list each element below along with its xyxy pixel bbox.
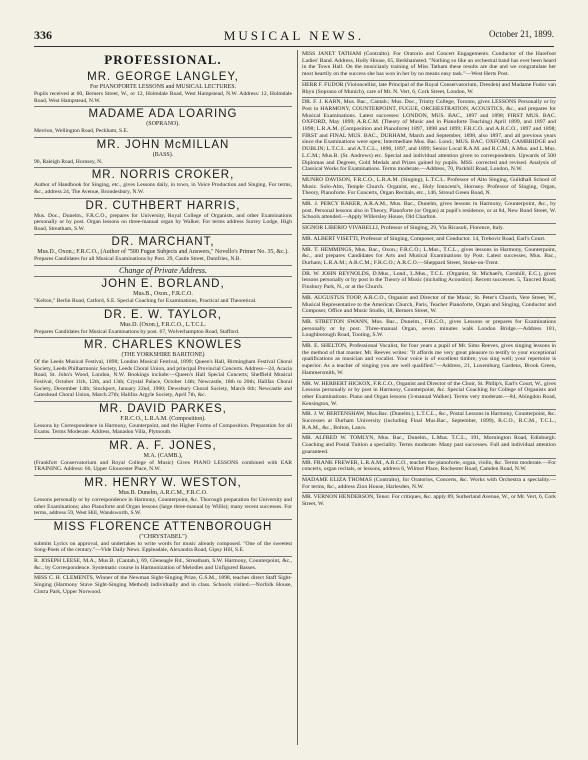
advertiser-name: MADAME ADA LOARING: [88, 108, 238, 121]
advertiser-name: DR. MARCHANT,: [111, 236, 215, 249]
left-column: [34, 50, 292, 750]
classified-ad: MR. FRANK FREWER, L.R.A.M., A.R.C.O., teaches the pianoforte, organ, violin, &c. Terms moderate.—For concerts, organ recitals, or lessons, address 6, Wilmot Place, Rochester Road, Camden Road, N.W.: [302, 459, 556, 476]
advertiser-qualification: (SOPRANO).: [146, 121, 180, 128]
classified-ad: MR. T. HEMMINGS, Mus. Bac., Oxon.; F.R.C.O.; L.Mus., T.C.L., gives lessons in Harmony, Counterpoint, &c., and prepares Candidates for Arts and Musical Examinations by Post. Latest successes, Mus. Bac., Durham; L.R.A.M.; A.R.C.M.; F.R.C.O.; A.R.C.O.—Sheppard Street, Stoke-on-Trent.: [302, 246, 556, 270]
advertiser-details: Mus. Doc., Dunelm., F.R.C.O., prepares for University, Royal College of Organists, and other Examinations personally or by post. Organ lessons on three-manual organ by Walker. For terms address Surrey Lodge, High Road, Streatham, S.W.: [34, 212, 292, 232]
advertiser-details: Pupils received at 60, Berners Street, W., or 12, Holmdale Road, West Hampstead, N.W. Address: 12, Holmdale Road, West Hampstead, N.W.: [34, 91, 292, 104]
classified-ad: DR. F. J. KARN, Mus. Bac., Cantab.; Mus. Doc., Trinity College, Toronto, gives LESSONS Personally or by Post in HARMONY, COUNTERPOINT, FUGUE, ORCHESTRATION, ACOUSTICS, &c., and prepares for Musical Examinations. Latest successes: LONDON, MUS. BAC., 1897 and 1898; FIRST MUS. BAC. OXFORD, May 1899; A.R.C.M. (Theory of Music and in Pianoforte Teaching) April 1899, and 1897 and 1898; L.R.A.M. (Composition and Pianoforte) 1897, 1898 and 1899; F.R.C.O. and A.R.C.O., 1897 and 1898; FIRST and FINAL MUS. BAC., DURHAM, March and September, 1898, also 1897, and all previous years since the Examinations were open; Intermediate Mus. Bac. Lond.; MUS. BAC. OXFORD, CAMBRIDGE and DUBLIN; L.T.C.L. and A.T.C.L., 1896, 1897, and 1899; Senior Local R.A.M. and R.C.M.; A.Mus. and L.Mus. L.C.M.; Mus.B. (St. Andrews) etc. Special and individual attention given to correspondents. Upwards of 500 Diplomas and Degrees, Gold Medals and Prizes gained by pupils. MSS. corrected and revised. Analysis of Classical Works for Examinations. Terms moderate.—Address, 70, Parkhill Road, London, N.W.: [302, 98, 556, 176]
classified-ad: SIGNOR LIBERIO VIVARELLI, Professor of Singing, 29, Via Ricasoli, Florence, Italy.: [302, 224, 556, 235]
professional-card: [34, 476, 292, 520]
classified-ad: R. JOSEPH LEESE, M.A., Mus.B. (Cantab.), 69, Gleneagle Rd., Streatham, S.W. Harmony, Counterpoint, &c., &c., by Correspondence. Systematic course in Harmonization of Melodies and Unfigured Basses.: [34, 557, 292, 574]
classified-ad: MR. ALBERT VISETTI, Professor of Singing, Composer, and Conductor. 14, Trebovir Road, Earl's Court.: [302, 235, 556, 246]
classified-ad: MR. W. HERBERT HICKOX, F.R.C.O., Organist and Director of the Choir, St. Philip's, Earl's Court, W., gives Lessons personally or by post in Harmony, Counterpoint, &c. Special Coaching for College of Organists and other Examinations. Piano and Organ lessons (3-manual Walker). Terms very moderate.—84, Abingdon Road, Kensington, W.: [302, 380, 556, 411]
professional-card: [34, 402, 292, 439]
classified-ad: MR. J. W. BERTENSHAW, Mus.Bac. (Dunelm.), L.T.C.L., &c., Postal Lessons in Harmony, Counterpoint, &c. Successes at Durham University (including Final Mus.Bac., September, 1899), R.C.O., R.C.M., T.C.L., R.A.M., &c., Bolton, Lancs.: [302, 410, 556, 434]
advertiser-details: Author of Handbook for Singing, etc., gives Lessons daily, in town, in Voice Production and Singing. For terms, &c., address 24, The Avenue, Brondesbury, N.W.: [34, 182, 292, 195]
advertiser-name: MISS FLORENCE ATTENBOROUGH: [53, 520, 273, 533]
left-ads-list: [34, 70, 292, 598]
classified-ad: DR. W. JOHN REYNOLDS, D.Mus., Lond., L.Mus., T.C.L. (Organist, St. Michael's, Cornhill, E.C.), gives lessons personally or by post in the Theory of Music (including Acoustics). Recent successes. 5, Tancred Road, Finsbury Park, N., or at the Church.: [302, 270, 556, 294]
advertiser-name: DR. CUTHBERT HARRIS,: [85, 199, 241, 212]
column-divider: [297, 50, 298, 745]
advertiser-qualification: M.A. (CAMB.),: [143, 452, 183, 459]
professional-card: [34, 107, 292, 138]
publication-title: MUSICAL NEWS.: [223, 28, 365, 43]
advertiser-details: Lessons by Correspondence in Harmony, Counterpoint, and the Higher Forms of Composition. Preparation for all Exams. Terms Moderate. Address, Manadon Villa, Plymouth.: [34, 422, 292, 436]
page-number: 336: [34, 28, 52, 42]
advertiser-qualification: F.R.C.O., L.R.A.M. (Composition).: [120, 415, 206, 422]
advertiser-qualification: (BASS).: [152, 151, 174, 158]
notice-banner: Change of Private Address.: [34, 266, 292, 277]
classified-ad: MR. ALFRED W. TOMLYN, Mus. Bac., Dunelm., L.Mus. T.C.L., 191, Mornington Road, Edinburgh. Coaching and Postal Tuition a speciality. Terms moderate. Many past successes. Full and individual attention guaranteed.: [302, 434, 556, 458]
classified-ad: MR. J. PERCY BAKER, A.R.A.M., Mus. Bac., Dunelm, gives lessons in Harmony, Counterpoint, &c., by post. Personal lessons also in Theory, Pianoforte (or Organ) at pupil's residence, or at 84, New Bond Street, W. Schools attended.—Apply Willersley House, Old Charlton.: [302, 200, 556, 224]
advertiser-details: Lessons personally or by correspondence in Harmony, Counterpoint, &c. Thorough preparation for University and other Examinations; also Pianoforte and Organ lessons (large three-manual by Willis); many recent successes. For terms, address 59, West Hill, Wandsworth, S.W.: [34, 497, 292, 517]
classified-ad: MISS C. H. CLEMENTS, Winner of the Newman Sight-Singing Prize, G.S.M., 1898, teaches direct Staff Sight-Singing (Harmony Stave Sight-Singing Method) individually and in class. Schools visited.—Norfolk House, Cintra Park, Upper Norwood.: [34, 575, 292, 595]
advertiser-qualification: Mus.B. Dunelm, A.R.C.M., F.R.C.O.: [118, 490, 208, 497]
classified-ad: MADAME ELIZA THOMAS (Contralto), for Oratorios, Concerts, &c. Works with Orchestra a speciality.—For terms, &c., address Zion House, Harlesden, N.W.: [302, 476, 556, 493]
advertiser-qualification: Mus.B., Oxon., F.R.C.O.: [133, 290, 193, 297]
advertiser-qualification: Mus.D., Oxon.; F.R.C.O., (Author of "500 Fugue Subjects and Answers," Novello's Primer No. 35, &c.).: [37, 249, 289, 256]
classified-ad: MR. VERNON HENDERSON, Tenor. For critiques, &c. apply 89, Sutherland Avenue, W., or Mr. Vert, 6, Cork Street, W.: [302, 494, 556, 508]
advertiser-details: Of the Leeds Musical Festival, 1898; London Musical Festival, 1899; Queen's Hall, Birmingham Festival Choral Society, Leeds Philharmonic Society, Leeds Choral Union, and principal Provincial Concerts. Address—24, Acacia Road, St. John's Wood, London, N.W. Bookings include:—Queen's Hall Special Concerts; Sheffield Musical Festival, October 11th, 12th, and 13th; Crystal Palace, October 14th; Newcastle, 18th to 20th; Halifax Choral Society, December 14th; Stockport, January 22nd, 1900; Dewsbury Choral Society, March 6th; Newcastle and Gateshead Choral Union, March 27th; Halifax Argyle Society, April 7th, &c.: [34, 359, 292, 399]
advertiser-name: MR. JOHN McMILLAN: [96, 138, 230, 151]
advertiser-name: MR. A. F. JONES,: [109, 439, 217, 452]
advertiser-details: Prepares Candidates for Musical Examinations by post. 67, Wolverhampton Road, Stafford.: [34, 328, 240, 335]
header-rule: [34, 46, 554, 47]
advertiser-name: MR. NORRIS CROKER,: [91, 169, 235, 182]
professional-card: [34, 138, 292, 169]
professional-card: [34, 199, 292, 236]
classified-ad: MISS JANET TATHAM (Contralto). For Oratorio and Concert Engagements. Conductor of the Harefoot Ladies' Band. Address, Holly House, 65, Berkhamsted. "Nothing so like an orchestral band has ever been heard in the Town Hall. On the musicianly training of Miss Tatham these results are due and we congratulate her most heartily on the success she has won in her by no means easy task."—West Herts Post.: [302, 50, 556, 81]
professional-card: [34, 168, 292, 198]
advertiser-qualification: Mus.D. (Oxon.), F.R.C.O., L.T.C.L.: [119, 321, 207, 328]
advertiser-details: "Kelton," Berlin Road, Catford, S.E. Special Coaching for Examinations, Practical and Theoretical.: [34, 297, 257, 304]
advertiser-name: MR. CHARLES KNOWLES: [83, 339, 243, 352]
professional-card: [34, 338, 292, 402]
classified-ad: MUNRO DAVISON, F.R.C.O., L.R.A.M. (Singing), L.T.C.L. Professor of Alto Singing, Guildhall School of Music. Solo-Alto, Temple Church. Organist, etc., Holy Innocent's, Hornsey. Professor of Singing, Organ, Theory, Pianoforte. For Concerts, Organ Recitals, etc., 146, Stroud Green Road, N.: [302, 176, 556, 200]
advertiser-details: 90, Raleigh Road, Hornsey, N.: [34, 158, 103, 165]
running-header: [34, 28, 554, 44]
advertiser-qualification: (THE YORKSHIRE BARITONE): [121, 352, 205, 359]
professional-card: [34, 439, 292, 476]
section-title: PROFESSIONAL.: [104, 52, 222, 67]
advertiser-details: submits Lyrics on approval, and undertakes to write words for music already composed. "One of the sweetest Song-Poets of the century."—Vide Daily News. Eppleadale, Alexandra Road, Gipsy Hill, S.E.: [34, 540, 292, 554]
advertiser-name: MR. DAVID PARKES,: [99, 402, 227, 415]
classified-ad: MR. E. SHELTON, Professional Vocalist, for four years a pupil of Mr. Sims Reeves, gives singing lessons in the method of that master. Mr. Reeves writes: "It affords me very great pleasure to testify to your exceptional qualifications as musician and vocalist. Your voice is of excellent timbre; you sing well; your repertoire is superior. As a teacher of singing you are well qualified."—Address, 21, Luxemburg Gardens, Brook Green, Hammersmith, W.: [302, 342, 556, 380]
issue-date: October 21, 1899.: [489, 29, 554, 39]
advertiser-qualification: ("CHRYSTABEL"): [139, 533, 187, 540]
advertiser-qualification: For PIANOFORTE LESSONS and MUSICAL LECTURES.: [89, 84, 237, 90]
classified-ad: MR. AUGUSTUS TOOP, A.R.C.O., Organist and Director of the Music, St. Peter's Church, Vere Street, W., Musical Representative to the American Church, Paris, Teacher Pianoforte, Organ and Singing, Conductor and Composer, Office and Music Studio, 18, Berners Street, W.: [302, 294, 556, 318]
professional-card: [34, 308, 292, 339]
right-column: [302, 50, 556, 750]
advertiser-details: Merrion, Wellington Road, Peckham, S.E.: [34, 128, 129, 135]
professional-card: [34, 70, 292, 107]
professional-card: [34, 520, 292, 557]
advertiser-name: DR. E. W. TAYLOR,: [104, 308, 222, 321]
professional-card: [34, 235, 292, 266]
classified-ad: MR. STRETTON SWANN, Mus. Bac., Dunelm., F.R.C.O., gives Lessons or prepares for Examinations personally or by post. Three-manual Organ, seven minutes walk London Bridge.—Address 181, Loughborough Road, Tooting, S.W.: [302, 318, 556, 342]
right-ads-list: [302, 50, 556, 510]
classified-ad: HERR F. FUDOR (Violoncellist, late Principal of the Royal Conservatorium, Dresden) and Madame Fudor van Rhyn (Soprano of Munich), care of Mr. N. Vert, 6, Cork Street, London, W.: [302, 81, 556, 98]
advertiser-details: (Frankfort Conservatorium and Royal College of Music) Gives PIANO LESSONS combined with EAR TRAINING. Address: 66, Upper Gloucester Place, N.W.: [34, 459, 292, 473]
advertiser-name: MR. HENRY W. WESTON,: [84, 477, 242, 490]
advertiser-details: Prepares Candidates for all Musical Examinations by Post. 29, Castle Street, Dumfries, N.B.: [34, 256, 241, 263]
professional-card: [34, 277, 292, 308]
advertiser-name: JOHN E. BORLAND,: [101, 277, 225, 290]
advertiser-name: MR. GEORGE LANGLEY,: [87, 71, 239, 83]
